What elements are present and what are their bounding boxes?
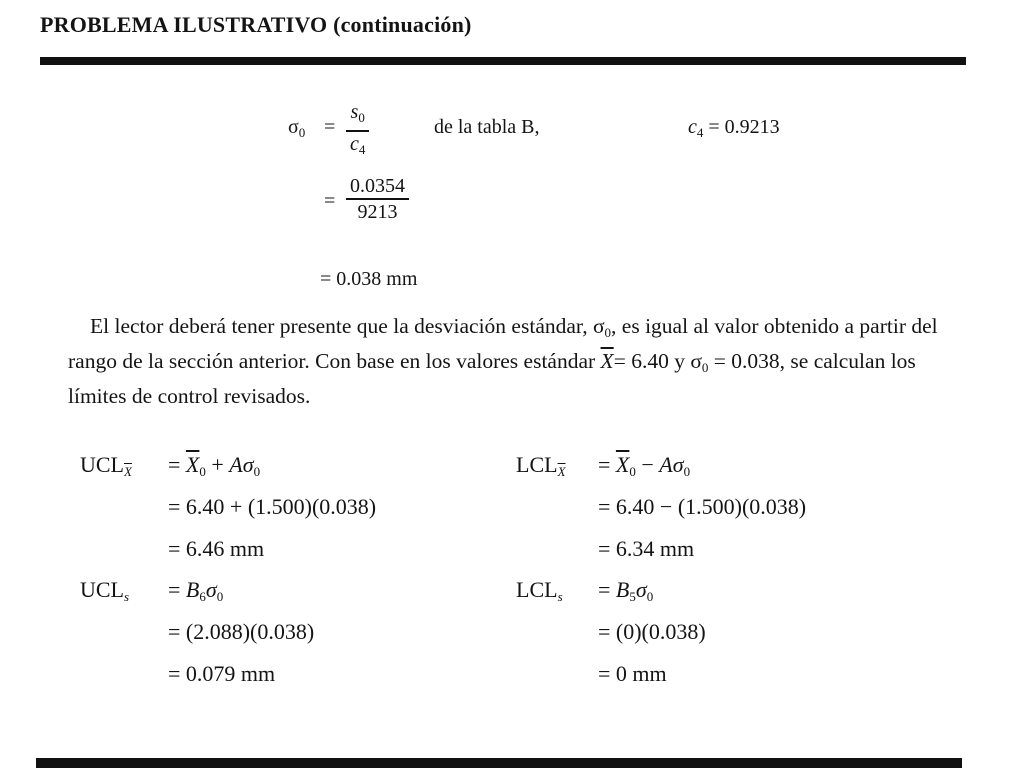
lcl-s-line2: = (0)(0.038) <box>598 619 706 644</box>
para-text-3: = 0.038, se calculan los límites de control revisados. <box>68 349 916 408</box>
para-sigma: σ <box>592 314 605 338</box>
ucl-xbar-sub: X <box>124 464 132 479</box>
para-text-2: , es igual al valor obtenido a partir del rango de la sección anterior. Con base en los valores estándar <box>68 314 938 373</box>
c4-value <box>688 116 780 141</box>
lcl-xbar-line2: = 6.40 − (1.500)(0.038) <box>598 494 807 519</box>
lcl-s-sigma: σ <box>635 577 647 602</box>
lcl-s-B-sub: 5 <box>629 589 636 604</box>
ucl-xbar-x0-sub: 0 <box>199 464 206 479</box>
lcl-s-formula <box>598 577 653 605</box>
para-text-1: El lector deberá tener presente que la desviación estándar, <box>90 314 593 338</box>
fraction-numeric <box>346 174 409 224</box>
lcl-xbar-formula <box>598 452 690 480</box>
ucl-s-sub: s <box>124 589 130 604</box>
lcl-xbar-sigma: σ <box>672 452 684 477</box>
lcl-s-eq: = <box>598 577 616 602</box>
sigma-sub: 0 <box>298 125 306 140</box>
c-sub: 4 <box>358 141 366 157</box>
lcl-s-B: B <box>615 577 630 602</box>
from-table-text: de la tabla B, <box>434 116 540 138</box>
ucl-xbar-plus: + <box>205 452 230 477</box>
ucl-xbar-line3: = 6.46 mm <box>168 536 265 561</box>
ucl-s-B-sub: 6 <box>199 589 206 604</box>
lcl-s-sub: s <box>557 589 563 604</box>
fraction-numerator-numeric: 0.0354 <box>350 175 405 197</box>
ucl-s-formula <box>168 577 223 605</box>
para-xbar: $\overline{X}$ <box>600 349 614 373</box>
s-sub: 0 <box>358 110 365 125</box>
fraction-denominator <box>346 132 369 162</box>
lcl-xbar-label <box>516 452 566 480</box>
ucl-s-label <box>80 577 129 605</box>
ucl-xbar-A: A <box>229 452 243 477</box>
explanation-paragraph <box>68 312 948 410</box>
lcl-xbar-line3: = 6.34 mm <box>598 536 695 561</box>
top-rule <box>40 57 966 65</box>
lcl-xbar-eq: = <box>598 452 616 477</box>
ucl-xbar-sigma: σ <box>242 452 254 477</box>
lcl-s-text: LCL <box>516 577 558 602</box>
ucl-s-line3: = 0.079 mm <box>168 661 276 686</box>
ucl-s-sigma-sub: 0 <box>216 589 224 604</box>
ucl-xbar-text: UCL <box>80 452 124 477</box>
ucl-xbar-formula <box>168 452 260 480</box>
c-letter: c <box>350 132 359 155</box>
lcl-xbar-minus: − <box>635 452 660 477</box>
ucl-s-sigma: σ <box>205 577 217 602</box>
lcl-s-label <box>516 577 563 605</box>
lcl-xbar-text: LCL <box>516 452 558 477</box>
ucl-s-line2: = (2.088)(0.038) <box>168 619 315 644</box>
sigma-zero-symbol <box>288 116 305 141</box>
bottom-rule <box>36 758 962 768</box>
fraction-numerator <box>347 100 369 130</box>
lcl-xbar-sigma-sub: 0 <box>683 464 691 479</box>
fraction-s0-over-c4 <box>346 100 369 162</box>
ucl-s-B: B <box>185 577 200 602</box>
para-xbar-value: = 6.40 y <box>613 349 691 373</box>
ucl-xbar-eq: = <box>168 452 186 477</box>
equals-sign-2: = <box>324 190 336 212</box>
ucl-xbar-label <box>80 452 132 480</box>
ucl-s-eq: = <box>168 577 186 602</box>
fraction-denominator-numeric: 9213 <box>357 200 398 223</box>
ucl-xbar-sigma-sub: 0 <box>253 464 261 479</box>
lcl-xbar-A: A <box>659 452 673 477</box>
c4-letter: c <box>688 116 697 138</box>
ucl-xbar-x0: $\overline{X}$ <box>185 452 200 477</box>
equals-sign-1: = <box>324 116 336 138</box>
lcl-xbar-sub: X <box>557 464 566 479</box>
sigma-char: σ <box>288 116 299 138</box>
ucl-s-text: UCL <box>80 577 124 602</box>
c4-sub: 4 <box>696 125 704 140</box>
lcl-s-sigma-sub: 0 <box>646 589 654 604</box>
lcl-xbar-x0-sub: 0 <box>629 464 636 479</box>
lcl-s-line3: = 0 mm <box>598 661 667 686</box>
c4-number: = 0.9213 <box>708 116 780 138</box>
para-sigma-2: σ <box>690 349 702 373</box>
sigma-result: = 0.038 mm <box>320 268 418 290</box>
ucl-xbar-line2: = 6.40 + (1.500)(0.038) <box>168 494 377 519</box>
para-sigma-2-sub: 0 <box>701 360 709 375</box>
lcl-xbar-x0: $\overline{X}$ <box>615 452 630 477</box>
s-letter: s <box>350 101 359 123</box>
page-title: PROBLEMA ILUSTRATIVO (continuación) <box>40 12 472 37</box>
para-sigma-sub: 0 <box>604 325 612 340</box>
